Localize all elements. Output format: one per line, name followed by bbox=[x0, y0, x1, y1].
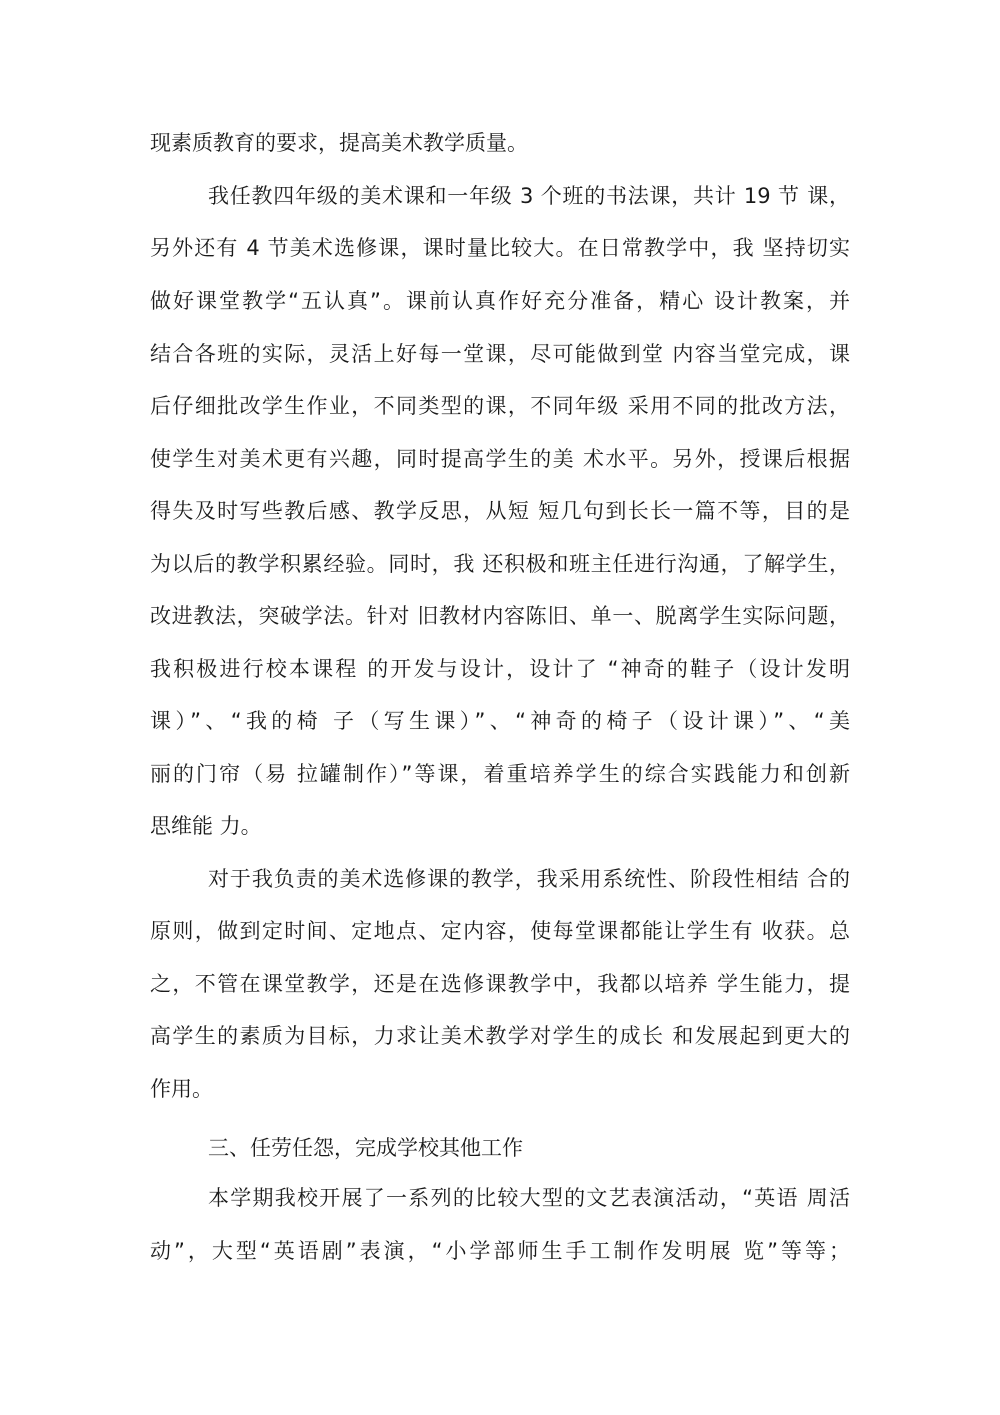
paragraph-line: 作用。 bbox=[150, 1077, 213, 1101]
paragraph-line: 动”，大型“英语剧”表演，“小学部师生手工制作发明展 览”等等； bbox=[150, 1239, 850, 1263]
paragraph-line: 得失及时写些教后感、教学反思，从短 短几句到长长一篇不等，目的是 bbox=[150, 499, 850, 523]
paragraph-line: 原则，做到定时间、定地点、定内容，使每堂课都能让学生有 收获。总 bbox=[150, 919, 850, 943]
paragraph-line: 丽的门帘（易 拉罐制作）”等课，着重培养学生的综合实践能力和创新 bbox=[150, 762, 850, 786]
paragraph-line: 改进教法，突破学法。针对 旧教材内容陈旧、单一、脱离学生实际问题， bbox=[150, 604, 850, 628]
paragraph-line: 为以后的教学积累经验。同时，我 还积极和班主任进行沟通，了解学生， bbox=[150, 552, 850, 576]
paragraph-line: 我任教四年级的美术课和一年级 3 个班的书法课，共计 19 节 课， bbox=[208, 184, 850, 208]
paragraph-line: 高学生的素质为目标，力求让美术教学对学生的成长 和发展起到更大的 bbox=[150, 1024, 850, 1048]
paragraph-line: 做好课堂教学“五认真”。课前认真作好充分准备，精心 设计教案，并 bbox=[150, 289, 850, 313]
paragraph-line: 我积极进行校本课程 的开发与设计，设计了 “神奇的鞋子（设计发明 bbox=[150, 657, 850, 681]
paragraph-line: 使学生对美术更有兴趣，同时提高学生的美 术水平。另外，授课后根据 bbox=[150, 447, 850, 471]
paragraph-line: 之，不管在课堂教学，还是在选修课教学中，我都以培养 学生能力，提 bbox=[150, 972, 850, 996]
paragraph-line: 课）”、“我的椅 子（写生课）”、“神奇的椅子（设计课）”、“美 bbox=[150, 709, 850, 733]
paragraph-line: 现素质教育的要求，提高美术教学质量。 bbox=[150, 131, 528, 155]
paragraph-line: 对于我负责的美术选修课的教学，我采用系统性、阶段性相结 合的 bbox=[208, 867, 850, 891]
paragraph-line: 思维能 力。 bbox=[150, 814, 262, 838]
paragraph-line: 另外还有 4 节美术选修课，课时量比较大。在日常教学中，我 坚持切实 bbox=[150, 236, 850, 260]
paragraph-line: 本学期我校开展了一系列的比较大型的文艺表演活动，“英语 周活 bbox=[208, 1186, 850, 1210]
paragraph-line: 后仔细批改学生作业，不同类型的课，不同年级 采用不同的批改方法， bbox=[150, 394, 850, 418]
section-heading: 三、任劳任怨，完成学校其他工作 bbox=[208, 1136, 523, 1160]
paragraph-line: 结合各班的实际，灵活上好每一堂课，尽可能做到堂 内容当堂完成，课 bbox=[150, 342, 850, 366]
